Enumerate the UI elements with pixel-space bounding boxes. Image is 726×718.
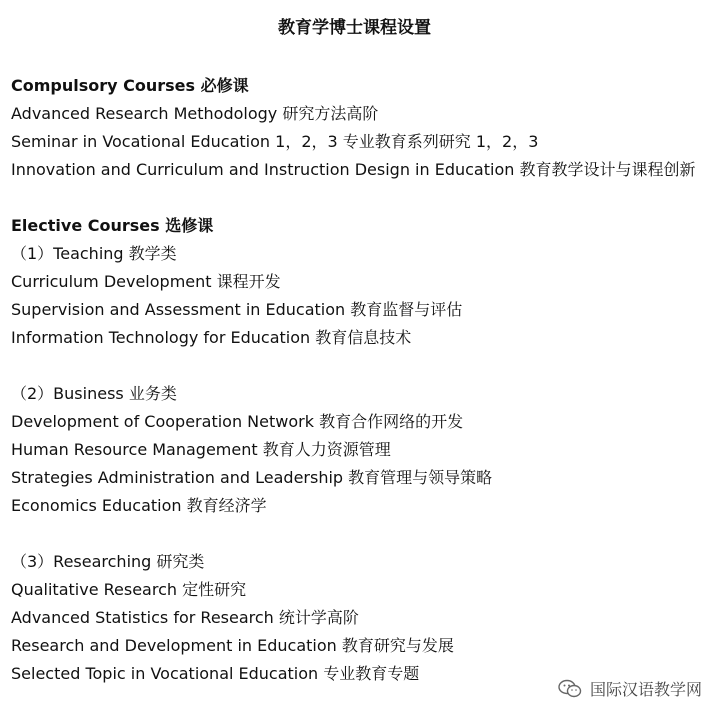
category-business: （2）Business 业务类 — [11, 384, 177, 403]
elective-heading: Elective Courses 选修课 — [11, 216, 214, 235]
category-researching: （3）Researching 研究类 — [11, 552, 205, 571]
course-item: Seminar in Vocational Education 1，2，3 专业教育系列研究 1，2，3 — [11, 132, 539, 151]
page-title: 教育学博士课程设置 — [278, 18, 431, 38]
course-item: Supervision and Assessment in Education 教育监督与评估 — [11, 300, 463, 319]
course-item: Advanced Statistics for Research 统计学高阶 — [11, 608, 359, 627]
course-item: Qualitative Research 定性研究 — [11, 580, 247, 599]
wechat-icon — [558, 679, 582, 699]
watermark-text: 国际汉语教学网 — [589, 680, 702, 699]
course-item: Selected Topic in Vocational Education 专业教育专题 — [11, 664, 420, 683]
document — [11, 14, 716, 688]
course-item: Research and Development in Education 教育研究与发展 — [11, 636, 454, 655]
course-item: Human Resource Management 教育人力资源管理 — [11, 440, 391, 459]
course-item: Strategies Administration and Leadership 教育管理与领导策略 — [11, 468, 493, 487]
course-item: Development of Cooperation Network 教育合作网络的开发 — [11, 412, 464, 431]
course-item: Curriculum Development 课程开发 — [11, 272, 281, 291]
course-item: Information Technology for Education 教育信息技术 — [11, 328, 412, 347]
compulsory-heading: Compulsory Courses 必修课 — [11, 76, 249, 95]
watermark — [558, 677, 702, 700]
course-item: Innovation and Curriculum and Instruction Design in Education 教育教学设计与课程创新 — [11, 160, 696, 179]
category-teaching: （1）Teaching 教学类 — [11, 244, 177, 263]
course-item: Economics Education 教育经济学 — [11, 496, 267, 515]
course-item: Advanced Research Methodology 研究方法高阶 — [11, 104, 379, 123]
